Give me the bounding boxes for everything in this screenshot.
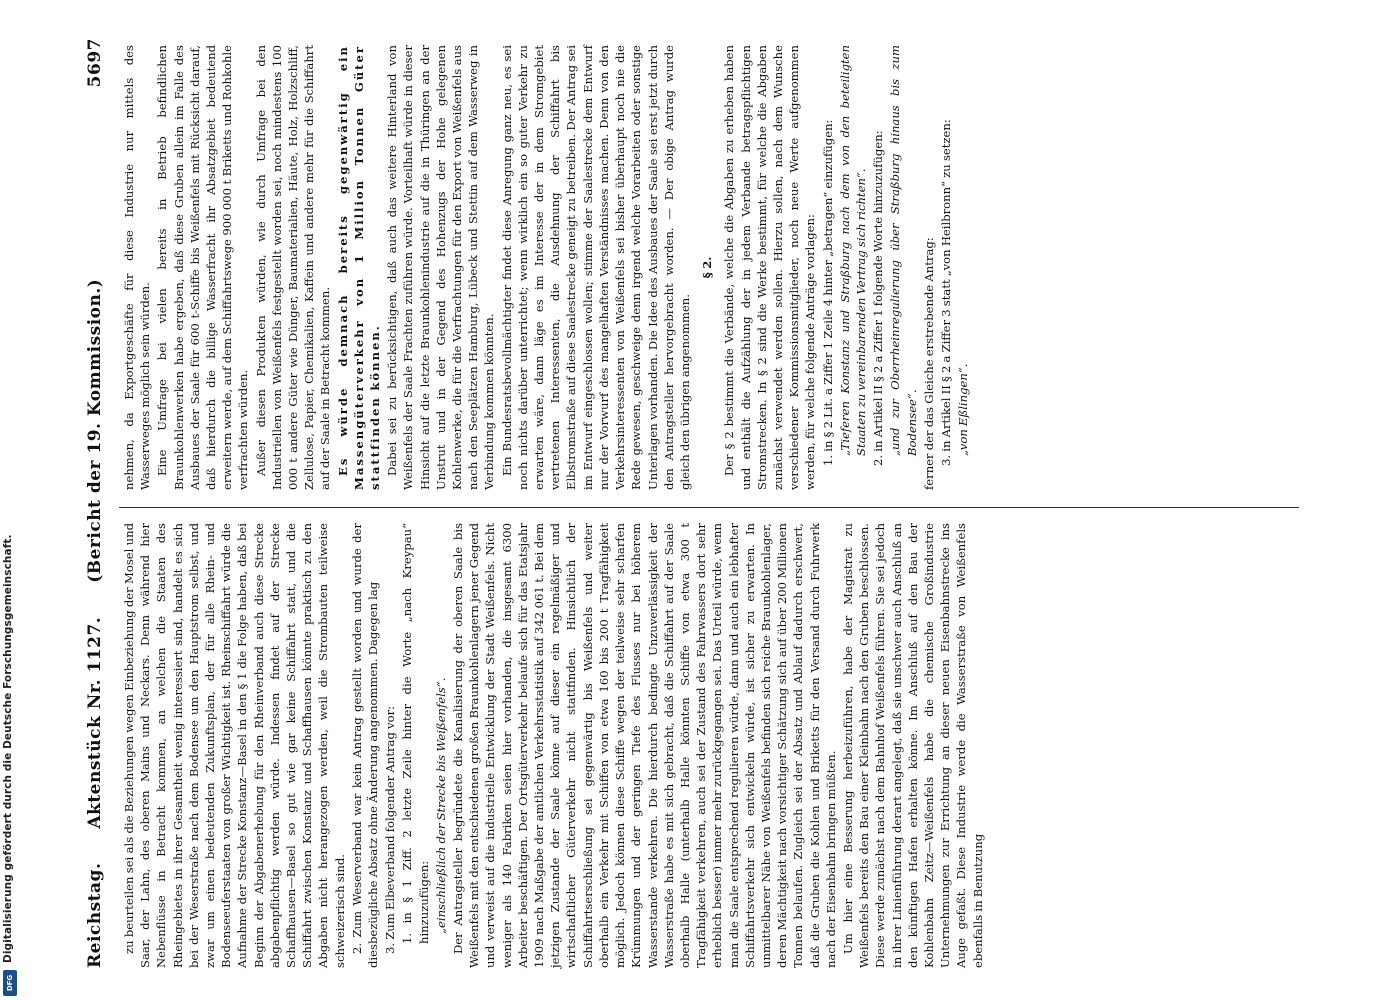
- quote: „und zur Oberrheinregulierung über Straßburg hinaus bis zum Bodensee“.: [888, 45, 919, 456]
- paragraph: Der § 2 bestimmt die Verbände, welche die Abgaben zu erheben haben und enthält die Aufzählung der in jedem Verbande betragspflichtigen Stromstrecken. In § 2 sind die Werke bestimmt, für welche die Abgaben zunächst verwendet werden sollen. Hierzu sollen, nach dem Wunsche verschiedener Kommissionsmitglieder, noch neue Werte aufgenommen werden, für welche folgende Anträge vorlagen:: [722, 45, 818, 490]
- quote: „einschließlich der Strecke bis Weißenfels“.: [433, 677, 448, 934]
- header-left: [85, 279, 105, 968]
- section-heading: § 2.: [700, 256, 715, 279]
- paragraph: 2. Zum Weserverband war kein Antrag gestellt worden und wurde der diesbezügliche Absatz ohne Änderung angenommen. Dagegen lag: [349, 523, 381, 968]
- paragraph: 3. Zum Elbeverband folgender Antrag vor:: [383, 705, 398, 954]
- column-divider: [119, 507, 1299, 508]
- sidebar-credit: [0, 0, 22, 1000]
- quote: „von Eßlingen“.: [956, 363, 971, 456]
- paragraph: Eine Umfrage bei vielen bereits in Betrieb befindlichen Braunkohlenwerken habe ergeben, daß diese Gruben allein im Falle des Ausbaues der Saale für 600 t-Schiffe bis Weißenfels mit Rücksicht darauf, daß hierdurch die billige Wasserfracht ihr Absatzgebiet bedeutend erweitern werde, auf dem Schiffahrtswege 900 000 t Briketts und Rohkohle verfrachten würden.: [155, 45, 251, 490]
- paragraph: ferner der das Gleiche erstrebende Antrag:: [921, 237, 936, 490]
- paragraph: Es würde demnach bereits gegenwärtig ein Massengüterverkehr von 1 Million Tonnen Güter stattfinden können.: [335, 45, 383, 490]
- list-item: 3. in Artikel II § 2 a Ziffer 3 statt „von Heilbronn“ zu setzen:: [938, 119, 953, 466]
- digitization-credit: Digitalisierung gefördert durch die Deutsche Forschungsgemeinschaft.: [2, 534, 14, 963]
- header-bericht: (Bericht der 19. Kommission.): [85, 278, 105, 583]
- quote: „Tieferen Konstanz und Straßburg nach dem von den beteiligten Staaten zu vereinbarenden Vertrag sich richten“.: [837, 45, 868, 456]
- page-header: [85, 38, 113, 968]
- paragraph: nehmen, da Exportgeschäfte für diese Industrie nur mittels des Wasserweges möglich sein würden.: [122, 45, 153, 490]
- paragraph: Ein Bundesratsbevollmächtigter findet diese Anregung ganz neu, es sei noch nichts darüber unterrichtet; wenn wirklich ein so guter Verkehr zu erwarten wäre, dann läge es im Interesse der in dem Stromgebiet vertretenen Interessenten, die Ausdehnung der Schiffahrt bis Elbstromstraße auf diese Saalestrecke geneigt zu betreiben. Der Antrag sei im Entwurf eingeschlossen wollen; stimme der Saalestrecke dem Entwurf nur der Vorwurf des mangelhaften Verständnisses machen. Denn von den Verkehrsinteressenten von Weißenfels sei bisher überhaupt noch nie die Rede gewesen, geschweige denn irgend welche Vorarbeiten oder sonstige Unterlagen vorhanden. Die Idee des Ausbaues der Saale sei erst jetzt durch den Antragsteller hervorgebracht worden. — Der obige Antrag wurde gleich den übrigen angenommen.: [499, 45, 692, 490]
- list-item: 1. in § 1 Ziff. 2 letzte Zeile hinter die Worte „nach Kreypau“ hinzuzufügen:: [400, 523, 431, 944]
- rotated-page-content: [85, 38, 1325, 968]
- column-right: [121, 45, 972, 490]
- dfg-logo: [3, 970, 17, 996]
- header-aktenstueck: Aktenstück Nr. 1127.: [85, 616, 105, 829]
- page-number: 5697: [85, 38, 105, 88]
- dfg-logo-text: DFG: [6, 974, 14, 992]
- header-title: Reichstag.: [85, 862, 105, 968]
- column-left: [121, 523, 987, 968]
- paragraph: Der Antragsteller begründete die Kanalisierung der oberen Saale bis Weißenfels mit den entschiedenen großen Braunkohlenlagern jener Gegend und verweist auf die industrielle Entwicklung der Stadt Weißenfels. Nicht weniger als 140 Fabriken seien hier vorhanden, die insgesamt 6300 Arbeiter beschäftigen. Der Ortsgüterverkehr belaufe sich für das Etatsjahr 1909 nach Maßgabe der amtlichen Verkehrsstatistik auf 342 061 t. Bei dem jetzigen Zustande der Saale könne auf dieser ein regelmäßiger und wirtschaftlicher Güterverkehr nicht stattfinden. Hinsichtlich der Schiffahrtserschließung sei gegenwärtig bis Weißenfels und weiter oberhalb ein Verkehr mit Schiffen von etwa 160 bis 200 t Tragfähigkeit möglich. Jedoch können diese Schiffe wegen der teilweise sehr scharfen Krümmungen und der geringen Tiefe des Flusses nur bei höherem Wasserstande verkehren. Die hierdurch bedingte Unzuverlässigkeit der Wasserstraße habe es mit sich gebracht, daß die Schiffahrt auf der Saale oberhalb Halle (unterhalb Halle könnten Schiffe von etwa 300 t Tragfähigkeit verkehren, auch sei der Zustand des Fahrwassers dort sehr erheblich besser) immer mehr zurückgegangen sei. Das Urteil würde, wenn man die Saale entsprechend regulieren würde, dann und auch ein lebhafter Schiffahrtsverkehr sich entwickeln würde, ist sicher zu erwarten. In unmittelbarer Nähe von Weißenfels befinden sich reiche Braunkohlenlager, deren Mächtigkeit nach vorsichtiger Schätzung sich auf über 200 Millionen Tonnen belaufen. Zugleich sei der Absatz und Ablauf dadurch erschwert, daß die Gruben die Kohlen und Briketts für den Versand durch Fuhrwerk nach der Eisenbahn bringen müßten.: [451, 523, 838, 968]
- paragraph: Um hier eine Besserung herbeizuführen, habe der Magistrat zu Weißenfels bereits den Bau einer Kleinbahn nach den Gruben beschlossen. Diese werde zunächst nach dem Bahnhof Weißenfels führen. Sie sei jedoch in ihrer Linienführung derart angelegt, daß sie unschwer auch Anschluß an den künftigen Hafen erhalten könne. Im Anschluß auf den Bau der Kohlenbahn Zeitz—Weißenfels habe die chemische Großindustrie Unternehmungen zur Errichtung an dieser neuen Eisenbahnstrecke ins Auge gefaßt. Diese Industrie werde die Wasserstraße von Weißenfels ebenfalls in Benutzung: [840, 523, 985, 968]
- list-item: 1. in § 2 Lit. a Ziffer 1 Zeile 4 hinter „betragen“ einzufügen:: [820, 119, 835, 466]
- paragraph: Dabei sei zu berücksichtigen, daß auch das weitere Hinterland von Weißenfels der Saale Frachten zuführen würde. Vorteilhaft würde in dieser Hinsicht auf die letzte Braunkohlenindustrie auf die in Thüringen an der Unstrut und in der Gegend des Hohenzugs der Hohe gelegenen Kohlenwerke, die für die Verfrachtungen für den Export von Weißenfels aus nach den Seeplätzen Hamburg, Lübeck und Stettin auf dem Wasserweg in Verbindung kommen könnten.: [385, 45, 497, 490]
- paragraph: Außer diesen Produkten würden, wie durch Umfrage bei den Industriellen von Weißenfels festgestellt worden sei, noch mindestens 100 000 t andere Güter wie Dünger, Baumaterialien, Häute, Holz, Holzschliff, Zellulose, Papier, Chemikalien, Kaffein und andere mehr für die Schiffahrt auf der Saale in Betracht kommen.: [253, 45, 333, 490]
- paragraph: zu beurteilen sei als die Beziehungen wegen Einbeziehung der Mosel und Saar, der Lahn, des oberen Mains und Neckars. Denn während hier Nebenflüsse in Betracht kommen, an welchen die Staaten des Rheingebietes in ihrer Gesamtheit wenig interessiert sind, handelt es sich bei der Weserstraße nach dem Bodensee um den Hauptstrom selbst, und zwar um einen bedeutenden Zukunftsplan, der für alle Rhein- und Bodenseeuferstaaten von großer Wichtigkeit ist. Rheinschiffahrt würde die Aufnahme der Strecke Konstanz—Basel in den § 1 die Folge haben, daß bei Beginn der Abgabenerhebung für den Rheinverband auch diese Strecke abgabenpflichtig werden würde. Indessen findet auf der Strecke Schaffhausen—Basel so gut wie gar keine Schiffahrt statt, und die Schiffahrt zwischen Konstanz und Schaffhausen könnte praktisch zu den Abgaben nicht herangezogen werden, weil die Strombauten teilweise schweizerisch sind.: [122, 523, 347, 968]
- list-item: 2. in Artikel II § 2 a Ziffer 1 folgende Worte hinzuzufügen:: [871, 130, 886, 466]
